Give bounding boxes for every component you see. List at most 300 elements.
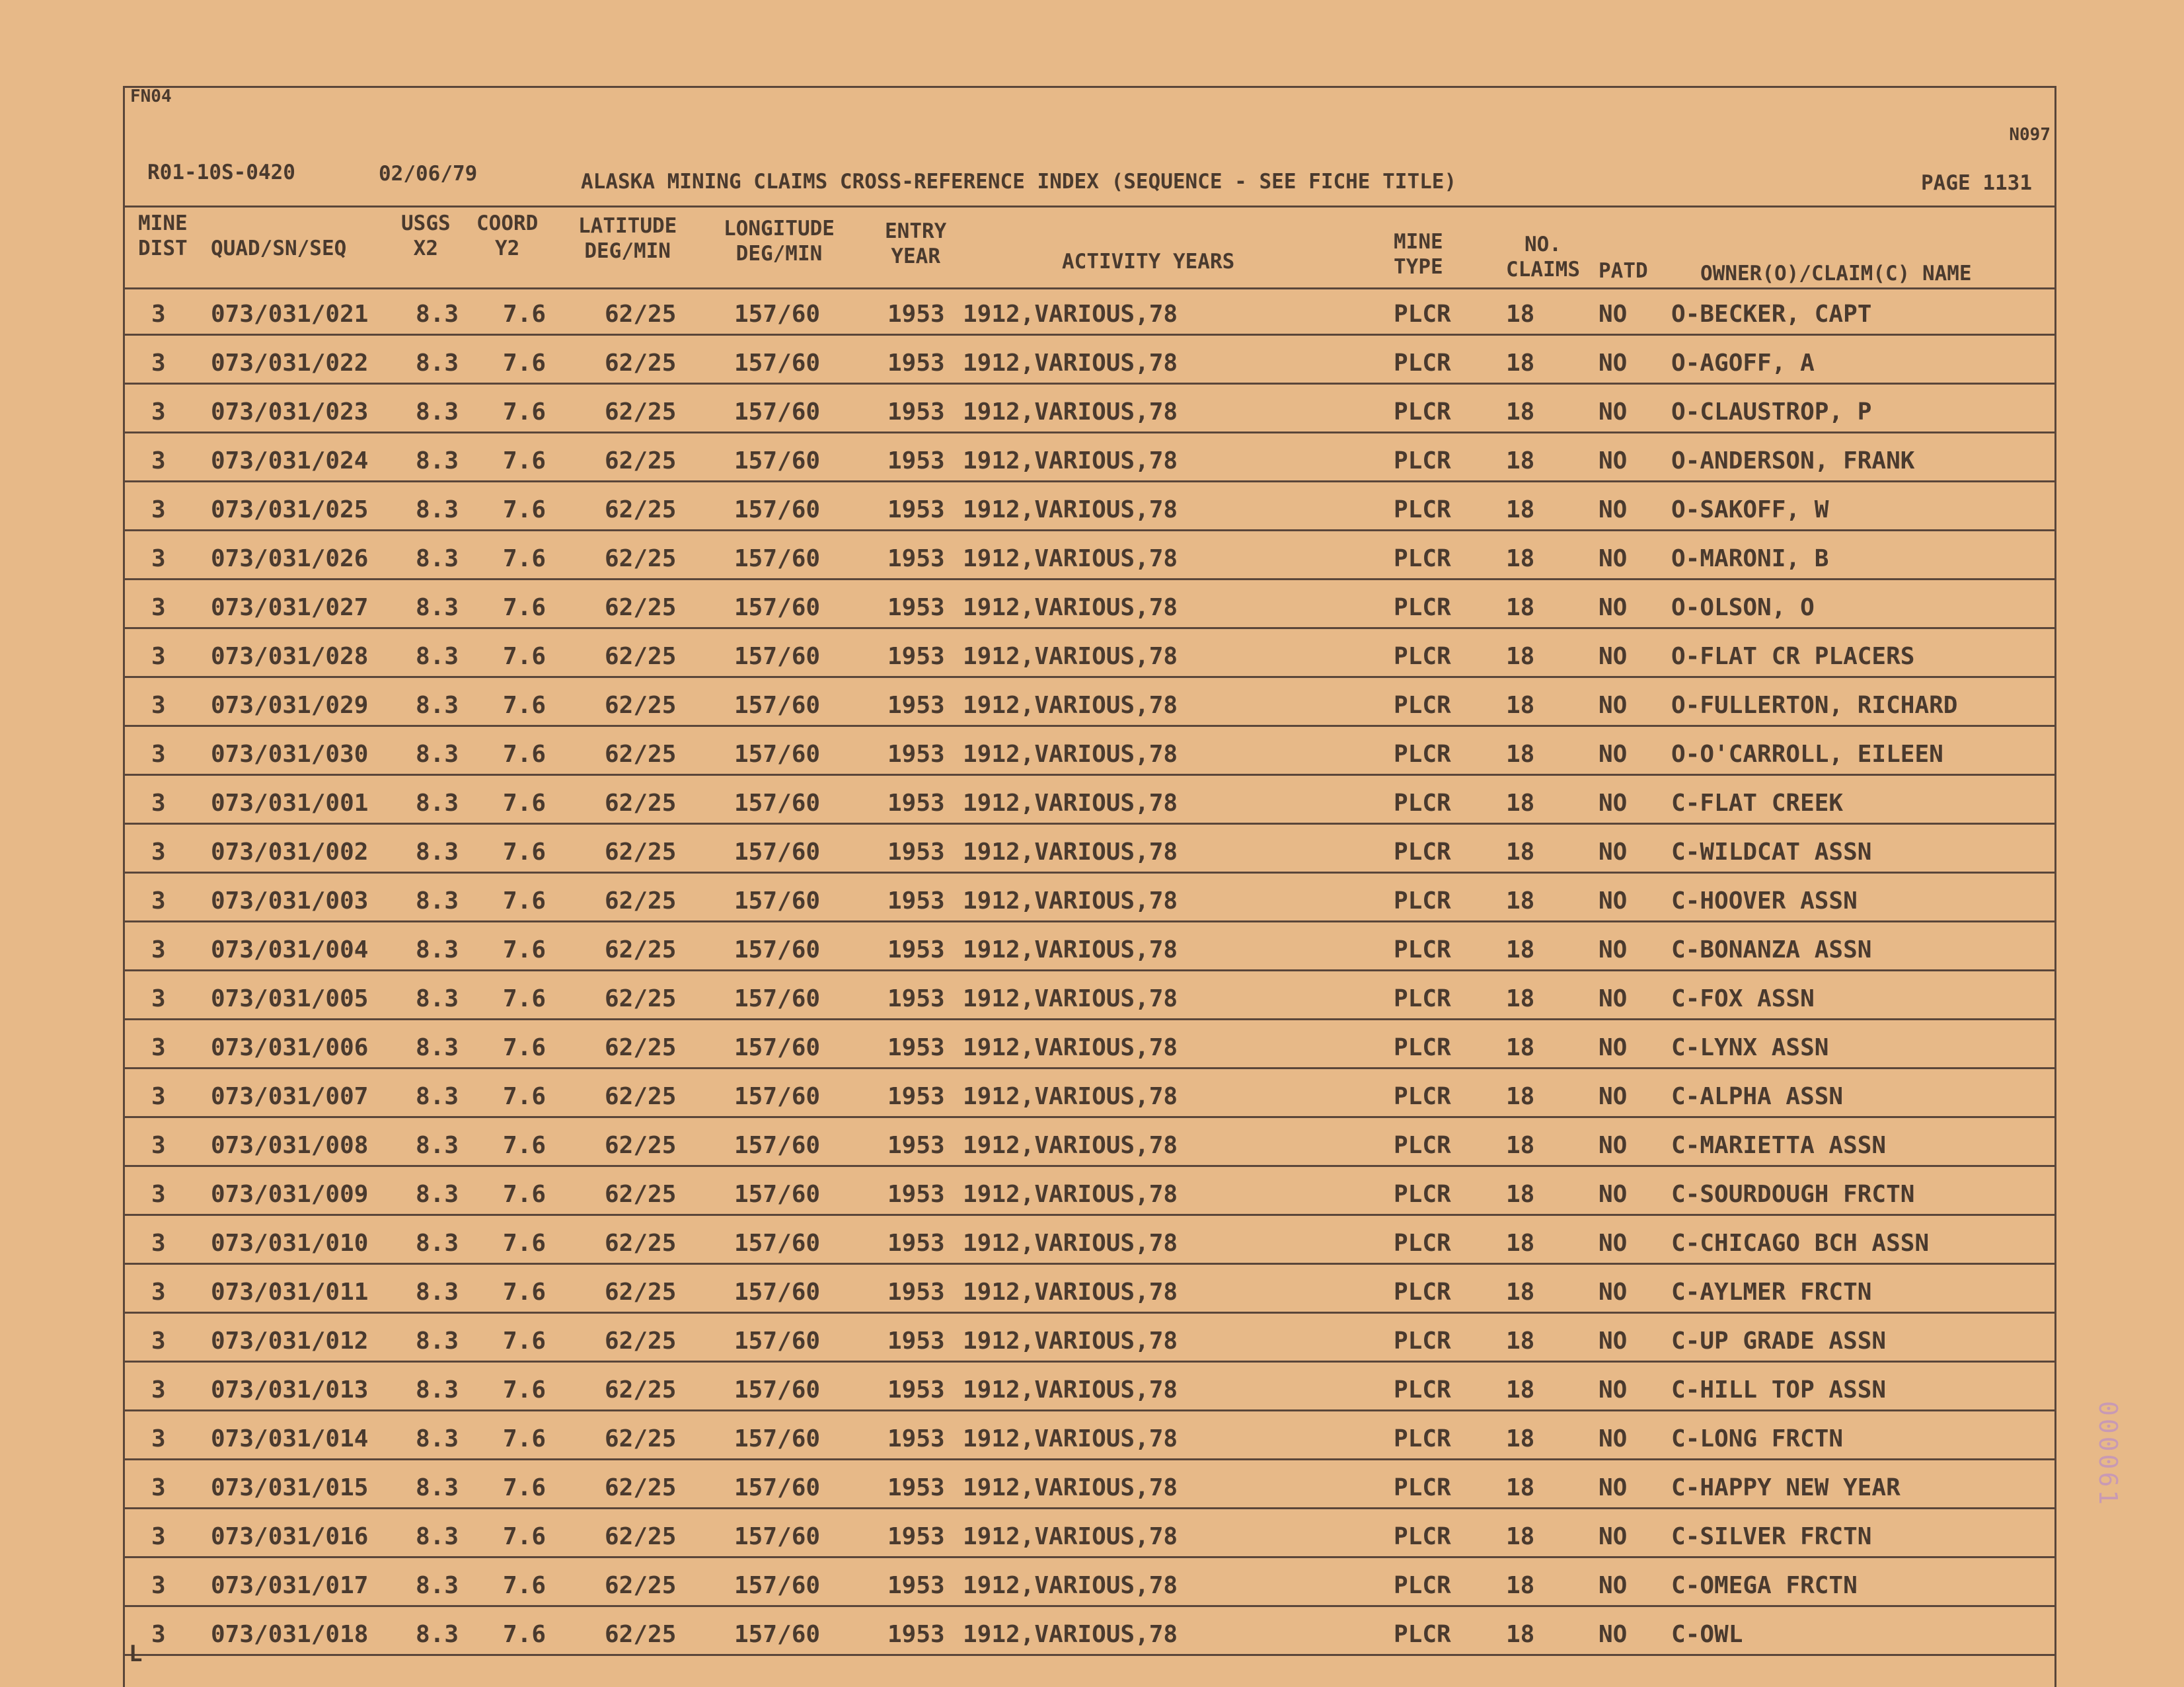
cell-x2: 8.3 — [416, 643, 459, 670]
cell-lon: 157/60 — [734, 1132, 821, 1159]
cell-activity: 1912,VARIOUS,78 — [963, 985, 1178, 1012]
cell-owner: C-OWL — [1671, 1621, 1743, 1648]
cell-claims: 18 — [1506, 741, 1535, 768]
cell-x2: 8.3 — [416, 496, 459, 523]
cell-dist: 3 — [151, 447, 166, 474]
cell-patd: NO — [1599, 1230, 1628, 1257]
cell-claims: 18 — [1506, 1132, 1535, 1159]
cell-x2: 8.3 — [416, 887, 459, 915]
cell-x2: 8.3 — [416, 741, 459, 768]
cell-patd: NO — [1599, 936, 1628, 963]
cell-entry: 1953 — [887, 936, 945, 963]
cell-patd: NO — [1599, 887, 1628, 915]
cell-patd: NO — [1599, 1425, 1628, 1452]
cell-x2: 8.3 — [416, 1181, 459, 1208]
cell-patd: NO — [1599, 643, 1628, 670]
cell-lat: 62/25 — [605, 692, 677, 719]
cell-lon: 157/60 — [734, 594, 821, 621]
table-row — [125, 1610, 2054, 1659]
cell-quad: 073/031/012 — [211, 1328, 369, 1355]
cell-lon: 157/60 — [734, 741, 821, 768]
table-row — [125, 339, 2054, 388]
cell-entry: 1953 — [887, 790, 945, 817]
page-number: PAGE 1131 — [1921, 171, 2032, 195]
cell-type: PLCR — [1394, 887, 1451, 915]
cell-y2: 7.6 — [503, 447, 546, 474]
cell-activity: 1912,VARIOUS,78 — [963, 545, 1178, 572]
row-rule — [125, 1165, 2054, 1167]
cell-activity: 1912,VARIOUS,78 — [963, 839, 1178, 866]
cell-y2: 7.6 — [503, 1034, 546, 1061]
cell-x2: 8.3 — [416, 1425, 459, 1452]
row-rule — [125, 1605, 2054, 1607]
col-no-claims: NO. CLAIMS — [1506, 233, 1580, 281]
cell-owner: C-UP GRADE ASSN — [1671, 1328, 1887, 1355]
cell-x2: 8.3 — [416, 1572, 459, 1599]
cell-patd: NO — [1599, 1328, 1628, 1355]
cell-lon: 157/60 — [734, 398, 821, 426]
cell-y2: 7.6 — [503, 496, 546, 523]
table-row — [125, 1513, 2054, 1561]
cell-lon: 157/60 — [734, 692, 821, 719]
cell-claims: 18 — [1506, 545, 1535, 572]
cell-owner: C-FLAT CREEK — [1671, 790, 1844, 817]
cell-claims: 18 — [1506, 398, 1535, 426]
cell-lat: 62/25 — [605, 936, 677, 963]
cell-x2: 8.3 — [416, 1132, 459, 1159]
cell-claims: 18 — [1506, 887, 1535, 915]
cell-quad: 073/031/013 — [211, 1376, 369, 1404]
cell-lat: 62/25 — [605, 1474, 677, 1501]
cell-entry: 1953 — [887, 692, 945, 719]
cell-lon: 157/60 — [734, 790, 821, 817]
cell-x2: 8.3 — [416, 1083, 459, 1110]
cell-quad: 073/031/003 — [211, 887, 369, 915]
cell-lon: 157/60 — [734, 839, 821, 866]
cell-dist: 3 — [151, 887, 166, 915]
cell-entry: 1953 — [887, 839, 945, 866]
cell-claims: 18 — [1506, 643, 1535, 670]
cell-patd: NO — [1599, 1572, 1628, 1599]
cell-y2: 7.6 — [503, 545, 546, 572]
header-top-rule — [125, 206, 2054, 207]
cell-owner: O-BECKER, CAPT — [1671, 301, 1872, 328]
cell-activity: 1912,VARIOUS,78 — [963, 1279, 1178, 1306]
cell-type: PLCR — [1394, 447, 1451, 474]
cell-dist: 3 — [151, 1523, 166, 1550]
cell-type: PLCR — [1394, 643, 1451, 670]
cell-entry: 1953 — [887, 594, 945, 621]
cell-claims: 18 — [1506, 1230, 1535, 1257]
cell-activity: 1912,VARIOUS,78 — [963, 594, 1178, 621]
cell-lon: 157/60 — [734, 1425, 821, 1452]
cell-lat: 62/25 — [605, 985, 677, 1012]
cell-quad: 073/031/004 — [211, 936, 369, 963]
row-rule — [125, 1116, 2054, 1118]
cell-type: PLCR — [1394, 1425, 1451, 1452]
cell-lat: 62/25 — [605, 594, 677, 621]
cell-quad: 073/031/017 — [211, 1572, 369, 1599]
cell-lat: 62/25 — [605, 1083, 677, 1110]
cell-type: PLCR — [1394, 1376, 1451, 1404]
cell-claims: 18 — [1506, 1572, 1535, 1599]
cell-entry: 1953 — [887, 1034, 945, 1061]
cell-claims: 18 — [1506, 936, 1535, 963]
cell-dist: 3 — [151, 1279, 166, 1306]
cell-quad: 073/031/024 — [211, 447, 369, 474]
cell-type: PLCR — [1394, 1034, 1451, 1061]
cell-claims: 18 — [1506, 1279, 1535, 1306]
cell-lat: 62/25 — [605, 447, 677, 474]
cell-dist: 3 — [151, 839, 166, 866]
cell-type: PLCR — [1394, 301, 1451, 328]
cell-quad: 073/031/025 — [211, 496, 369, 523]
cell-owner: O-SAKOFF, W — [1671, 496, 1829, 523]
cell-y2: 7.6 — [503, 594, 546, 621]
cell-owner: O-ANDERSON, FRANK — [1671, 447, 1915, 474]
cell-entry: 1953 — [887, 545, 945, 572]
cell-activity: 1912,VARIOUS,78 — [963, 643, 1178, 670]
cell-owner: O-MARONI, B — [1671, 545, 1829, 572]
cell-claims: 18 — [1506, 692, 1535, 719]
cell-patd: NO — [1599, 1474, 1628, 1501]
cell-owner: O-O'CARROLL, EILEEN — [1671, 741, 1943, 768]
cell-owner: C-BONANZA ASSN — [1671, 936, 1872, 963]
cell-claims: 18 — [1506, 1376, 1535, 1404]
cell-activity: 1912,VARIOUS,78 — [963, 496, 1178, 523]
table-row — [125, 1366, 2054, 1415]
cell-type: PLCR — [1394, 839, 1451, 866]
cell-quad: 073/031/009 — [211, 1181, 369, 1208]
cell-x2: 8.3 — [416, 1034, 459, 1061]
report-date: 02/06/79 — [379, 162, 478, 186]
cell-quad: 073/031/008 — [211, 1132, 369, 1159]
cell-entry: 1953 — [887, 1328, 945, 1355]
cell-dist: 3 — [151, 741, 166, 768]
cell-type: PLCR — [1394, 985, 1451, 1012]
cell-owner: C-SOURDOUGH FRCTN — [1671, 1181, 1915, 1208]
cell-lon: 157/60 — [734, 1279, 821, 1306]
col-latitude: LATITUDE DEG/MIN — [578, 214, 677, 263]
col-mine-type: MINE TYPE — [1394, 230, 1443, 279]
cell-lat: 62/25 — [605, 545, 677, 572]
table-row — [125, 486, 2054, 535]
row-rule — [125, 1556, 2054, 1558]
row-rule — [125, 431, 2054, 433]
cell-type: PLCR — [1394, 1474, 1451, 1501]
cell-activity: 1912,VARIOUS,78 — [963, 1034, 1178, 1061]
cell-quad: 073/031/027 — [211, 594, 369, 621]
col-mine-dist: MINE DIST — [138, 211, 188, 260]
cell-lon: 157/60 — [734, 1474, 821, 1501]
cell-activity: 1912,VARIOUS,78 — [963, 790, 1178, 817]
cell-claims: 18 — [1506, 1474, 1535, 1501]
cell-y2: 7.6 — [503, 1328, 546, 1355]
cell-y2: 7.6 — [503, 1474, 546, 1501]
cell-dist: 3 — [151, 985, 166, 1012]
cell-dist: 3 — [151, 692, 166, 719]
cell-entry: 1953 — [887, 1083, 945, 1110]
cell-dist: 3 — [151, 594, 166, 621]
report-title: ALASKA MINING CLAIMS CROSS-REFERENCE INDEX (SEQUENCE - SEE FICHE TITLE) — [581, 170, 1457, 194]
cell-dist: 3 — [151, 1621, 166, 1648]
cell-quad: 073/031/002 — [211, 839, 369, 866]
cell-lat: 62/25 — [605, 1181, 677, 1208]
table-row — [125, 681, 2054, 730]
cell-x2: 8.3 — [416, 839, 459, 866]
cell-type: PLCR — [1394, 1230, 1451, 1257]
cell-entry: 1953 — [887, 1279, 945, 1306]
table-row — [125, 730, 2054, 779]
cell-y2: 7.6 — [503, 741, 546, 768]
table-row — [125, 975, 2054, 1024]
cell-lon: 157/60 — [734, 1034, 821, 1061]
cell-dist: 3 — [151, 301, 166, 328]
cell-lat: 62/25 — [605, 1279, 677, 1306]
cell-y2: 7.6 — [503, 1083, 546, 1110]
cell-entry: 1953 — [887, 301, 945, 328]
cell-patd: NO — [1599, 985, 1628, 1012]
cell-x2: 8.3 — [416, 936, 459, 963]
cell-patd: NO — [1599, 741, 1628, 768]
cell-activity: 1912,VARIOUS,78 — [963, 1572, 1178, 1599]
cell-activity: 1912,VARIOUS,78 — [963, 1474, 1178, 1501]
cell-claims: 18 — [1506, 447, 1535, 474]
row-rule — [125, 725, 2054, 727]
cell-quad: 073/031/028 — [211, 643, 369, 670]
row-rule — [125, 872, 2054, 874]
cell-owner: C-WILDCAT ASSN — [1671, 839, 1872, 866]
cell-lon: 157/60 — [734, 1230, 821, 1257]
cell-y2: 7.6 — [503, 692, 546, 719]
table-row — [125, 1072, 2054, 1121]
cell-lat: 62/25 — [605, 398, 677, 426]
cell-lat: 62/25 — [605, 1425, 677, 1452]
cell-lat: 62/25 — [605, 1328, 677, 1355]
cell-y2: 7.6 — [503, 1230, 546, 1257]
cell-owner: C-MARIETTA ASSN — [1671, 1132, 1887, 1159]
cell-entry: 1953 — [887, 1474, 945, 1501]
cell-claims: 18 — [1506, 985, 1535, 1012]
table-row — [125, 437, 2054, 486]
table-row — [125, 583, 2054, 632]
cell-activity: 1912,VARIOUS,78 — [963, 1328, 1178, 1355]
cell-owner: O-AGOFF, A — [1671, 350, 1815, 377]
cell-entry: 1953 — [887, 643, 945, 670]
cell-patd: NO — [1599, 350, 1628, 377]
cell-patd: NO — [1599, 1132, 1628, 1159]
cell-quad: 073/031/015 — [211, 1474, 369, 1501]
cell-owner: O-CLAUSTROP, P — [1671, 398, 1872, 426]
cell-dist: 3 — [151, 1083, 166, 1110]
cell-lat: 62/25 — [605, 1572, 677, 1599]
cell-claims: 18 — [1506, 1083, 1535, 1110]
cell-y2: 7.6 — [503, 1621, 546, 1648]
cell-quad: 073/031/022 — [211, 350, 369, 377]
col-patd: PATD — [1599, 259, 1648, 283]
cell-owner: O-FLAT CR PLACERS — [1671, 643, 1915, 670]
cell-activity: 1912,VARIOUS,78 — [963, 398, 1178, 426]
cell-lat: 62/25 — [605, 887, 677, 915]
cell-quad: 073/031/016 — [211, 1523, 369, 1550]
cell-lon: 157/60 — [734, 1621, 821, 1648]
cell-dist: 3 — [151, 643, 166, 670]
cell-type: PLCR — [1394, 1523, 1451, 1550]
row-rule — [125, 1361, 2054, 1363]
row-rule — [125, 920, 2054, 922]
cell-owner: C-HAPPY NEW YEAR — [1671, 1474, 1901, 1501]
cell-activity: 1912,VARIOUS,78 — [963, 1181, 1178, 1208]
cell-owner: C-HILL TOP ASSN — [1671, 1376, 1887, 1404]
cell-patd: NO — [1599, 1034, 1628, 1061]
cell-claims: 18 — [1506, 839, 1535, 866]
cell-lon: 157/60 — [734, 643, 821, 670]
cell-type: PLCR — [1394, 1132, 1451, 1159]
header-bottom-rule — [125, 287, 2054, 289]
table-row — [125, 388, 2054, 437]
row-rule — [125, 1409, 2054, 1411]
table-row — [125, 1121, 2054, 1170]
cell-entry: 1953 — [887, 350, 945, 377]
cell-type: PLCR — [1394, 790, 1451, 817]
table-row — [125, 1170, 2054, 1219]
cell-type: PLCR — [1394, 1279, 1451, 1306]
cell-y2: 7.6 — [503, 398, 546, 426]
cell-claims: 18 — [1506, 1621, 1535, 1648]
cell-owner: C-HOOVER ASSN — [1671, 887, 1858, 915]
cell-claims: 18 — [1506, 350, 1535, 377]
cell-patd: NO — [1599, 496, 1628, 523]
cell-patd: NO — [1599, 839, 1628, 866]
cell-entry: 1953 — [887, 1181, 945, 1208]
cell-patd: NO — [1599, 692, 1628, 719]
cell-lon: 157/60 — [734, 1328, 821, 1355]
cell-x2: 8.3 — [416, 1328, 459, 1355]
table-row — [125, 1561, 2054, 1610]
cell-y2: 7.6 — [503, 1572, 546, 1599]
cell-type: PLCR — [1394, 1083, 1451, 1110]
cell-lon: 157/60 — [734, 1523, 821, 1550]
col-usgs-x2: USGS X2 — [401, 211, 451, 260]
cell-owner: C-OMEGA FRCTN — [1671, 1572, 1858, 1599]
cell-entry: 1953 — [887, 887, 945, 915]
cell-quad: 073/031/030 — [211, 741, 369, 768]
row-rule — [125, 480, 2054, 482]
cell-type: PLCR — [1394, 398, 1451, 426]
cell-entry: 1953 — [887, 1376, 945, 1404]
cell-owner: C-FOX ASSN — [1671, 985, 1815, 1012]
cell-activity: 1912,VARIOUS,78 — [963, 692, 1178, 719]
cell-y2: 7.6 — [503, 1376, 546, 1404]
cell-activity: 1912,VARIOUS,78 — [963, 447, 1178, 474]
cell-entry: 1953 — [887, 1523, 945, 1550]
cell-quad: 073/031/011 — [211, 1279, 369, 1306]
corner-mark-bottom-left: L — [129, 1641, 143, 1667]
row-rule — [125, 676, 2054, 678]
cell-y2: 7.6 — [503, 887, 546, 915]
cell-y2: 7.6 — [503, 1132, 546, 1159]
cell-lon: 157/60 — [734, 985, 821, 1012]
cell-y2: 7.6 — [503, 1425, 546, 1452]
cell-x2: 8.3 — [416, 301, 459, 328]
row-rule — [125, 774, 2054, 776]
table-row — [125, 1268, 2054, 1317]
cell-type: PLCR — [1394, 350, 1451, 377]
cell-patd: NO — [1599, 1523, 1628, 1550]
cell-quad: 073/031/006 — [211, 1034, 369, 1061]
cell-dist: 3 — [151, 398, 166, 426]
table-row — [125, 1317, 2054, 1366]
cell-x2: 8.3 — [416, 594, 459, 621]
table-row — [125, 535, 2054, 583]
table-row — [125, 1024, 2054, 1072]
cell-claims: 18 — [1506, 1425, 1535, 1452]
row-rule — [125, 334, 2054, 336]
cell-patd: NO — [1599, 1181, 1628, 1208]
cell-claims: 18 — [1506, 1523, 1535, 1550]
cell-quad: 073/031/007 — [211, 1083, 369, 1110]
cell-activity: 1912,VARIOUS,78 — [963, 1083, 1178, 1110]
cell-owner: C-LYNX ASSN — [1671, 1034, 1829, 1061]
cell-claims: 18 — [1506, 496, 1535, 523]
cell-y2: 7.6 — [503, 1181, 546, 1208]
cell-entry: 1953 — [887, 447, 945, 474]
cell-type: PLCR — [1394, 1621, 1451, 1648]
cell-owner: C-ALPHA ASSN — [1671, 1083, 1844, 1110]
cell-y2: 7.6 — [503, 985, 546, 1012]
row-rule — [125, 1312, 2054, 1314]
cell-owner: C-CHICAGO BCH ASSN — [1671, 1230, 1930, 1257]
cell-dist: 3 — [151, 1376, 166, 1404]
cell-quad: 073/031/021 — [211, 301, 369, 328]
cell-type: PLCR — [1394, 741, 1451, 768]
table-row — [125, 828, 2054, 877]
cell-patd: NO — [1599, 447, 1628, 474]
cell-lat: 62/25 — [605, 350, 677, 377]
cell-claims: 18 — [1506, 1034, 1535, 1061]
cell-lon: 157/60 — [734, 936, 821, 963]
cell-entry: 1953 — [887, 1572, 945, 1599]
cell-lat: 62/25 — [605, 741, 677, 768]
col-coord-y2: COORD Y2 — [476, 211, 539, 260]
col-longitude: LONGITUDE DEG/MIN — [724, 217, 835, 266]
cell-lon: 157/60 — [734, 447, 821, 474]
cell-lon: 157/60 — [734, 1376, 821, 1404]
row-rule — [125, 823, 2054, 825]
row-rule — [125, 578, 2054, 580]
cell-activity: 1912,VARIOUS,78 — [963, 1523, 1178, 1550]
cell-patd: NO — [1599, 790, 1628, 817]
cell-lon: 157/60 — [734, 301, 821, 328]
cell-quad: 073/031/005 — [211, 985, 369, 1012]
cell-owner: O-FULLERTON, RICHARD — [1671, 692, 1958, 719]
row-rule — [125, 627, 2054, 629]
cell-dist: 3 — [151, 1474, 166, 1501]
cell-lon: 157/60 — [734, 545, 821, 572]
cell-patd: NO — [1599, 594, 1628, 621]
cell-type: PLCR — [1394, 1572, 1451, 1599]
cell-entry: 1953 — [887, 398, 945, 426]
cell-claims: 18 — [1506, 1328, 1535, 1355]
table-row — [125, 1464, 2054, 1513]
cell-dist: 3 — [151, 1328, 166, 1355]
corner-mark-top-left: FN04 — [130, 87, 172, 106]
report-id: R01-10S-0420 — [147, 161, 295, 184]
cell-dist: 3 — [151, 1230, 166, 1257]
table-row — [125, 1415, 2054, 1464]
cell-patd: NO — [1599, 398, 1628, 426]
cell-x2: 8.3 — [416, 1523, 459, 1550]
